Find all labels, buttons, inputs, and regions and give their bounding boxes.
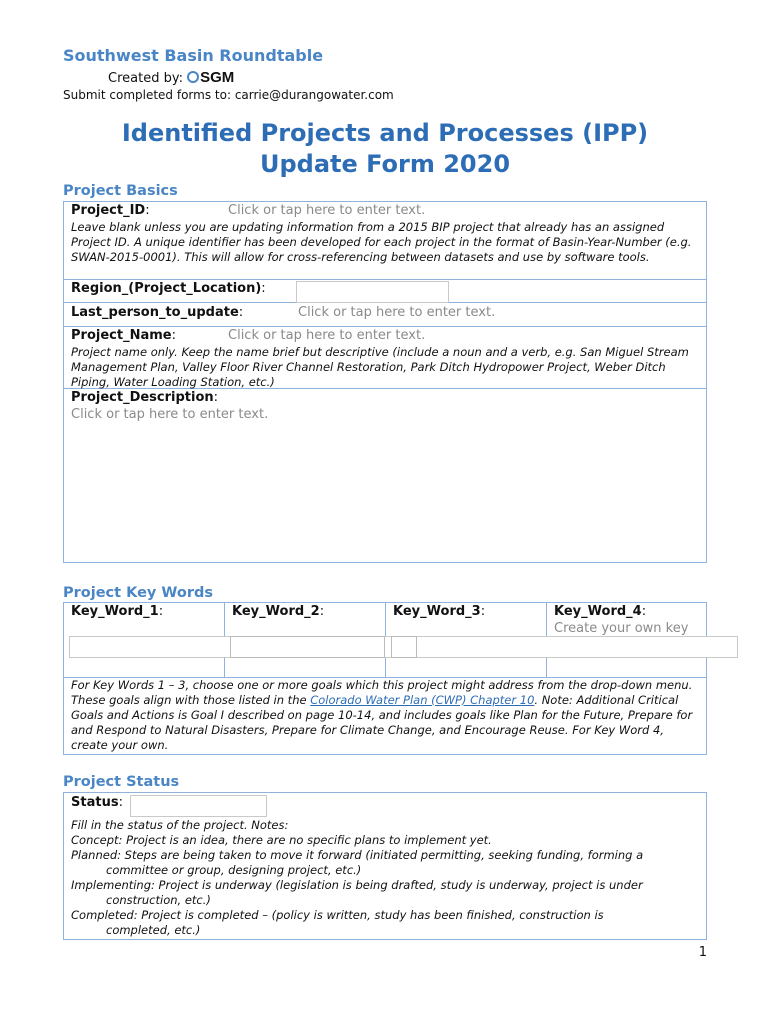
cwp-chapter-10-link[interactable]: Colorado Water Plan (CWP) Chapter 10 <box>310 693 535 707</box>
project-name-label: Project_Name: <box>71 328 176 343</box>
section-heading-keywords: Project Key Words <box>63 585 214 601</box>
status-completed: Completed: Project is completed – (policy is written, study has been finished, construction is <box>71 908 604 922</box>
region-dropdown[interactable] <box>296 281 449 303</box>
section-heading-basics: Project Basics <box>63 183 178 199</box>
last-person-input[interactable]: Click or tap here to enter text. <box>298 305 496 320</box>
keyword-3-dropdown[interactable] <box>391 636 417 658</box>
created-by-label: Created by: <box>108 71 183 86</box>
sgm-logo: SGM <box>200 69 235 86</box>
project-id-note: Leave blank unless you are updating information from a 2015 BIP project that already has an assigned Project ID. A unique identifier has been developed for each project in the format of Basin-Year-Number (e.g. SWAN-2015-0001). This will allow for cross-referencing between datasets and use by software tools. <box>71 220 692 264</box>
keyword-1-label: Key_Word_1: <box>71 604 164 619</box>
keyword-4-label: Key_Word_4: <box>554 604 647 619</box>
org-title: Southwest Basin Roundtable <box>63 46 324 65</box>
section-heading-status: Project Status <box>63 774 180 790</box>
status-notes <box>71 818 701 938</box>
status-label: Status: <box>71 795 123 810</box>
status-completed-cont: completed, etc.) <box>106 923 201 937</box>
description-input[interactable]: Click or tap here to enter text. <box>71 407 269 422</box>
status-intro: Fill in the status of the project. Notes: <box>71 818 289 832</box>
page-title <box>0 118 770 180</box>
created-by <box>108 69 234 86</box>
description-label: Project_Description: <box>71 390 219 405</box>
sgm-logo-icon <box>187 71 199 83</box>
status-implementing-cont: construction, etc.) <box>106 893 211 907</box>
row-divider <box>63 326 707 327</box>
row-divider <box>63 279 707 280</box>
last-person-label: Last_person_to_update: <box>71 305 244 320</box>
keyword-2-label: Key_Word_2: <box>232 604 325 619</box>
keyword-2-dropdown[interactable] <box>230 636 385 658</box>
status-planned: Planned: Steps are being taken to move it forward (initiated permitting, seeking funding, forming a <box>71 848 644 862</box>
page-number: 1 <box>698 945 707 960</box>
project-id-input[interactable]: Click or tap here to enter text. <box>228 203 426 218</box>
project-name-note: Project name only. Keep the name brief but descriptive (include a noun and a verb, e.g. San Miguel Stream Management Plan, Valley Floor River Channel Restoration, Park Ditch Hydropower Project, Weber Ditch Piping, Water Loading Station, etc.) <box>71 345 689 389</box>
project-name-input[interactable]: Click or tap here to enter text. <box>228 328 426 343</box>
submit-instructions: Submit completed forms to: carrie@durangowater.com <box>63 88 394 102</box>
page-title-line1: Identified Projects and Processes (IPP) <box>121 119 649 147</box>
keywords-note: For Key Words 1 – 3, choose one or more goals which this project might address from the drop-down menu. These goals align with those listed in the Colorado Water Plan (CWP) Chapter 10. Note: Additional Critical Goals and Actions is Goal I described on page 10-14, and includes goals like Plan for the Future, Prepare for and Respond to Natural Disasters, Prepare for Climate Change, and Encourage Reuse. For Key Word 4, create your own. <box>71 678 693 752</box>
status-planned-cont: committee or group, designing project, etc.) <box>106 863 362 877</box>
keyword-3-label: Key_Word_3: <box>393 604 486 619</box>
status-concept: Concept: Project is an idea, there are no specific plans to implement yet. <box>71 833 492 847</box>
page-title-line2: Update Form 2020 <box>259 150 511 178</box>
keyword-4-input[interactable]: Create your own key <box>554 621 689 636</box>
status-implementing: Implementing: Project is underway (legislation is being drafted, study is underway, project is under <box>71 878 643 892</box>
region-label: Region_(Project_Location): <box>71 281 266 296</box>
project-id-label: Project_ID: <box>71 203 150 218</box>
status-dropdown[interactable] <box>130 795 267 817</box>
